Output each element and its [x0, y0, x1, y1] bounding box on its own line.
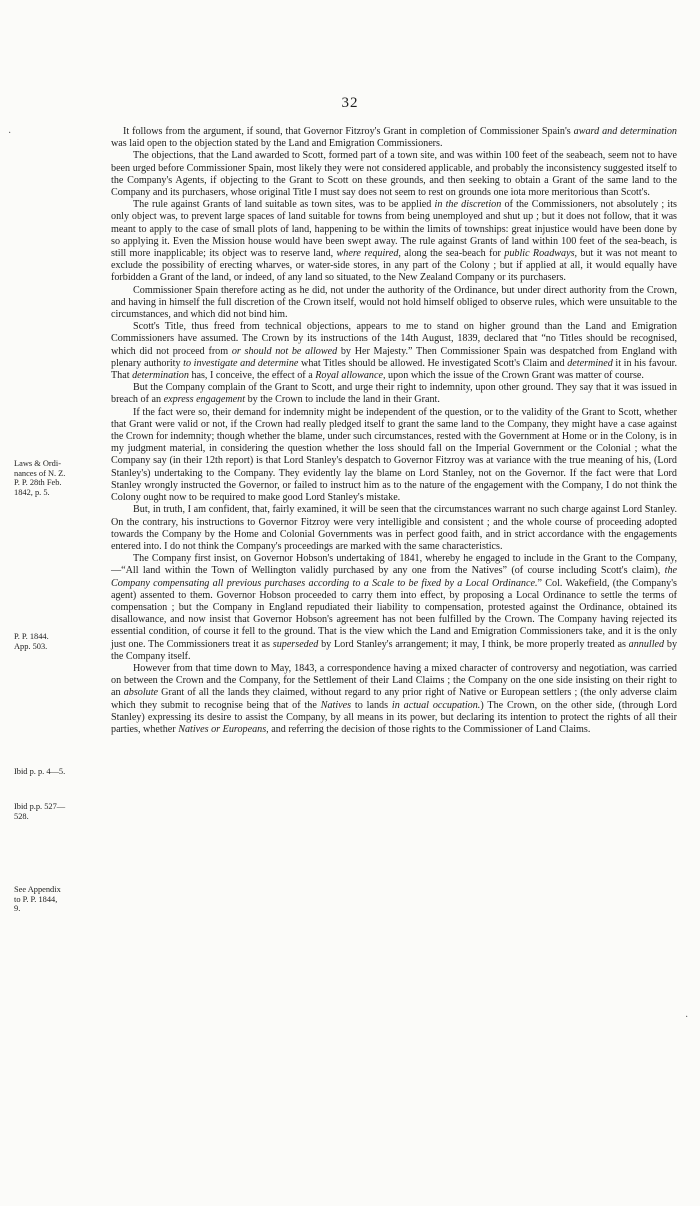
text-run: If the fact were so, their demand for indemnity might be independent of the question, or to the validity of the Grant to Scott, whether that Grant were valid or not, if the Crown had really pledged itself to grant the same land to the Company, they might have a case against the Crown for indemnity; though whether the blame, under such circumstances, rested with the Government at Home or in the Colony, is in my judgment material, in considering the question whether the loss should fall on the Imperial Government or the Colonial ; what the Company say (in their 12th report) is that Lord Stanley's despatch to Governor Fitzroy was at variance with the true meaning of his, (Lord Stanley's) undertaking to the Company. They evidently lay the blame on Lord Stanley, not on the Governor. If the fact were that Lord Stanley wrongly instructed the Governor, or failed to instruct him as to the nature of the engagement with the Company, I do not think the Colony ought now to be required to make good Lord Stanley's mistake.: [111, 406, 677, 504]
italic-run: award and determination: [573, 126, 677, 137]
text-run: has, I conceive, the effect of a: [188, 370, 316, 382]
text-run: what Titles should be allowed. He investigated Scott's Claim and: [298, 357, 568, 369]
margin-note-see-appendix: [14, 885, 106, 914]
margin-note-line: 528.: [14, 811, 29, 821]
margin-note-line: nances of N. Z.: [14, 468, 66, 478]
margin-note-laws-ordinances: [14, 459, 106, 497]
text-run: upon which the issue of the Crown Grant was matter of course.: [385, 370, 644, 382]
italic-run: to investigate and determine: [183, 357, 299, 369]
italic-run: public Roadways,: [504, 248, 578, 260]
text-run: and referring the decision of those rights to the Commissioner of Land Claims.: [268, 723, 591, 735]
margin-note-line: Laws & Ordi-: [14, 459, 61, 468]
paragraph: [111, 407, 677, 505]
text-run: The Company first insist, on Governor Hobson's undertaking of 1841, whereby he engaged to include in the Grant to the Company,—“All land within the Town of Wellington validly purchased by any one from the Natives” (of course including Scott's claim),: [111, 553, 677, 577]
text-run: was laid open to the objection stated by the Land and Emigration Commissioners.: [111, 138, 443, 150]
italic-run: express engagement: [163, 394, 246, 406]
paragraph: [111, 663, 677, 736]
italic-run: or should not be allowed: [231, 345, 338, 357]
margin-note-line: See Appendix: [14, 885, 61, 894]
italic-run: Royal allowance,: [315, 370, 386, 382]
text-run: Grant of all the lands they claimed, without regard to any prior right of Native or European settlers ; (the only adverse claim which they submit to recognise being that of the: [111, 687, 677, 711]
paragraph: [111, 150, 677, 199]
margin-note-line: P. P. 1844.: [14, 632, 49, 641]
body-text: [111, 126, 677, 736]
text-run: The rule against Grants of land suitable as town sites, was to be applied: [133, 199, 435, 211]
margin-note-line: App. 503.: [14, 641, 48, 651]
italic-run: determined: [567, 357, 613, 369]
text-run: Commissioner Spain therefore acting as he did, not under the authority of the Ordinance, but under direct authority from the Crown, and having in himself the full discretion of the Crown itself, would not hold himself obliged to observe rules, which were unsuitable to the circumstances, and which did not bind him.: [111, 284, 677, 321]
text-run: ” Col. Wakefield, (the Company's agent) assented to them. Governor Hobson proceeded to carry them into effect, by proposing a Local Ordinance to settle the terms of compensation ; but the Company in England repudiated their liability to compensation, protested against the Ordinance, obtained its disallowance, and now insist that Governor Hobson's agreement has not been fulfilled by the Crown. The Company having rejected its essential condition, of course it fell to the ground. That is the view which the Land and Emigration Commissioners take, and it is the only just one. The Commissioners treat it as: [111, 577, 677, 650]
text-run: to lands: [351, 699, 392, 711]
text-run: Scott's Title, thus freed from technical objections, appears to me to stand on higher ground than the Land and Emigration Commissioners have assumed. The Crown by its instructions of the 14th August, 1839, declared that “no Titles should be recognised, which did not proceed from: [111, 321, 677, 357]
text-run: But, in truth, I am confident, that, fairly examined, it will be seen that the circumstances warrant no such charge against Lord Stanley. On the contrary, his instructions to Governor Fitzroy were very intelligible and consistent ; and the whole course of proceeding adopted towards the Company by the Home and Colonial Governments was in perfect good faith, and in strict accordance with the engagements entered into. I do not think the Company's proceedings are marked with the same characteristics.: [111, 504, 677, 552]
margin-note-line: P. P. 28th Feb.: [14, 478, 62, 488]
margin-note-line: 9.: [14, 904, 21, 914]
margin-note-line: Ibid p. p. 4—5.: [14, 767, 66, 776]
margin-note-ibid-pp-527-528: [14, 802, 106, 821]
text-run: by Lord Stanley's arrangement; it may, I think, be more properly treated as: [318, 638, 629, 650]
margin-note-pp-1844: [14, 632, 106, 651]
italic-run: superseded: [272, 638, 319, 650]
italic-run: absolute: [123, 687, 159, 699]
paragraph: [111, 199, 677, 284]
italic-run: in the discretion: [434, 199, 502, 211]
text-run: but it was not meant to exclude the possibility of erecting wharves, or water-side stores, in any part of the Colony ; but if applied at all, it would equally have forbidden a Grant of the land, or indeed, of any land so situated, to the New Zealand Company or its purchasers.: [111, 248, 678, 284]
text-run: along the sea-beach for: [400, 248, 505, 260]
text-run: by the Crown to include the land in their Grant.: [245, 394, 440, 406]
text-run: by Her Majesty.” Then Commissioner Spain was despatched from England with plenary authority: [111, 345, 678, 369]
text-run: by the Company itself.: [111, 638, 677, 662]
text-run: It follows from the argument, if sound, that Governor Fitzroy's Grant in completion of Commissioner Spain's: [123, 126, 574, 137]
paragraph: [111, 553, 677, 663]
paragraph: [111, 126, 677, 150]
text-run: ) The Crown, on the other side, (through Lord Stanley) expressing its desire to assist the Company, by all means in its power, but declaring its intention to protect the rights of all their parties, whether: [111, 699, 677, 735]
margin-note-line: to P. P. 1844,: [14, 894, 58, 904]
italic-run: annulled: [628, 638, 665, 650]
italic-run: in actual occupation.: [391, 699, 481, 711]
text-run: of the Commissioners, not absolutely ; its only object was, to prevent large spaces of land suitable for towns from being unemployed and shut up ; but it does not follow, that it was meant to apply to the case of small plots of land, happening to be within the limits of townships: great injustice would have been done by so applying it. Even the Mission house would have been swept away. The rule against Grants of land within 100 feet of the sea-beach, is still more inapplicable; its object was to reserve land,: [111, 199, 677, 260]
text-run: it in his favour. That: [111, 357, 677, 382]
italic-run: Natives or Europeans,: [178, 723, 269, 735]
margin-note-line: Ibid p.p. 527—: [14, 802, 66, 811]
italic-run: determination: [132, 370, 189, 382]
paragraph: [111, 321, 677, 382]
margin-dot: ·: [685, 1012, 689, 1023]
margin-note-ibid-pp-4-5: [14, 767, 106, 777]
text-run: However from that time down to May, 1843, a correspondence having a mixed character of controversy and negotiation, was carried on between the Crown and the Company, for the Settlement of their Land Claims ; the Company on the one side insisting on their right to an: [111, 662, 677, 699]
text-run: But the Company complain of the Grant to Scott, and urge their right to indemnity, upon other ground. They say that it was issued in breach of an: [111, 382, 677, 406]
margin-note-line: 1842, p. 5.: [14, 487, 50, 497]
paragraph: [111, 285, 677, 322]
margin-dot: ·: [8, 128, 12, 139]
italic-run: Natives: [320, 699, 352, 711]
paragraph: [111, 504, 677, 553]
italic-run: where required,: [336, 248, 401, 260]
italic-run: the Company compensating all previous purchases according to a Scale to be fixed by a Local Ordinance.: [111, 565, 677, 589]
page-number: 32: [341, 95, 359, 111]
paragraph: [111, 382, 677, 406]
text-run: The objections, that the Land awarded to Scott, formed part of a town site, and was within 100 feet of the seabeach, seem not to have been urged before Commissioner Spain, most likely they were not considered applicable, and probably the inconsistency suggested itself to the Company's Agents, if objecting to the Grant to Scott on these grounds, and then seeking to obtain a Grant of the same land to the Company and its purchasers, whose original Title I must say does not seem to rest on grounds one iota more meritorious than Scott's.: [111, 150, 677, 199]
